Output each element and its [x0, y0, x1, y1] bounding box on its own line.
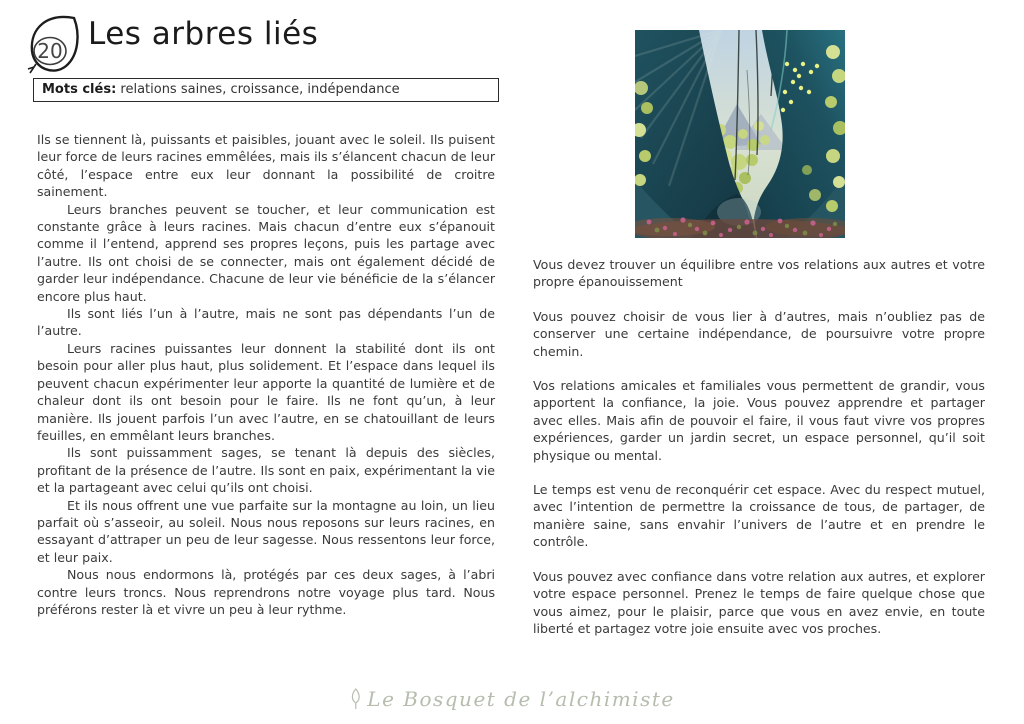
footer-logo	[349, 687, 674, 711]
badge-number: 20	[37, 39, 63, 63]
story-paragraph: Leurs racines puissantes leur donnent la stabilité dont ils ont besoin pour aller plus haut, plus solidement. Et l’espace dans lequel ils peuvent chacun expérimenter leur apporte la quantité de lumière et de chaleur dont ils ont besoin pour le faire. Ils ne font qu’un, à leur manière. Ils jouent parfois l’un avec l’autre, en se chatouillant de leurs feuilles, en emmêlant leurs branches.	[37, 340, 495, 443]
keywords-label: Mots clés:	[42, 82, 117, 97]
story-paragraph: Leurs branches peuvent se toucher, et leur communication est constante grâce à leurs racines. Mais chacun d’entre eux s’épanouit comme il l’entend, apprend ses propres leçons, puis les partage avec l’autre. Ils ont choisi de se connecter, mais ont également décidé de garder leur indépendance. Chacune de leur vie bénéficie de la s’élancer encore plus haut.	[37, 201, 495, 304]
story-paragraph: Ils sont liés l’un à l’autre, mais ne sont pas dépendants l’un de l’autre.	[37, 306, 495, 339]
keywords-box	[33, 78, 499, 102]
advice-paragraph: Le temps est venu de reconquérir cet espace. Avec du respect mutuel, avec l’intention de permettre la croissance de tous, de partager, de manière saine, sans envahir l’univers de l’autre et en prendre le contrôle.	[533, 482, 985, 550]
advice-paragraph: Vous devez trouver un équilibre entre vos relations aux autres et votre propre épanouissement	[533, 257, 985, 290]
leaf-number-badge-icon	[27, 13, 83, 75]
advice-paragraph: Vos relations amicales et familiales vous permettent de grandir, vous apportent la confiance, la joie. Vous pouvez apprendre et partager avec elles. Mais afin de pouvoir el faire, il vous faut vivre vos propres expériences, garder un jardin secret, un espace personnel, qu’il soit physique ou mental.	[533, 378, 985, 463]
story-paragraph: Et ils nous offrent une vue parfaite sur la montagne au loin, un lieu parfait où s’asseoir, au soleil. Nous nous reposons sur leurs racines, en essayant d’attraper un peu de leur sagesse. Nous ressentons leur force, et leur paix.	[37, 497, 495, 565]
story-paragraph: Ils sont puissamment sages, se tenant là depuis des siècles, profitant de la présence de l’autre. Ils sont en paix, expérimentant la vie et la partageant avec celui qu’ils ont choisi.	[37, 445, 495, 496]
linked-trees-illustration	[635, 30, 845, 238]
story-paragraph: Nous nous endormons là, protégés par ces deux sages, à l’abri contre leurs troncs. Nous reprendrons notre voyage plus tard. Nous préférons rester là et vivre un peu à leur rythme.	[37, 567, 495, 617]
story-paragraph: Ils se tiennent là, puissants et paisibles, jouant avec le soleil. Ils puisent leur force de leurs racines emmêlées, mais ils s’élancent chacun de leur côté, l’espace entre eux leur donnant la possibilité de croitre sainement.	[37, 132, 495, 200]
logo-leaf-icon	[349, 688, 362, 710]
undergrowth	[635, 217, 845, 238]
keywords-value: relations saines, croissance, indépendance	[116, 82, 400, 97]
advice-paragraph: Vous pouvez avec confiance dans votre relation aux autres, et explorer votre espace personnel. Prenez le temps de faire quelque chose que vous aimez, pour le plaisir, parce que vous en avez envie, en toute liberté et partagez votre joie ensuite avec vos proches.	[533, 568, 985, 636]
advice-text-column	[533, 256, 985, 654]
advice-paragraph: Vous pouvez choisir de vous lier à d’autres, mais n’oubliez pas de conserver une certaine indépendance, de poursuivre votre propre chemin.	[533, 308, 985, 359]
page-title: Les arbres liés	[88, 16, 319, 52]
story-text-column	[37, 131, 495, 618]
footer-logo-text: Le Bosquet de l’alchimiste	[367, 687, 675, 711]
